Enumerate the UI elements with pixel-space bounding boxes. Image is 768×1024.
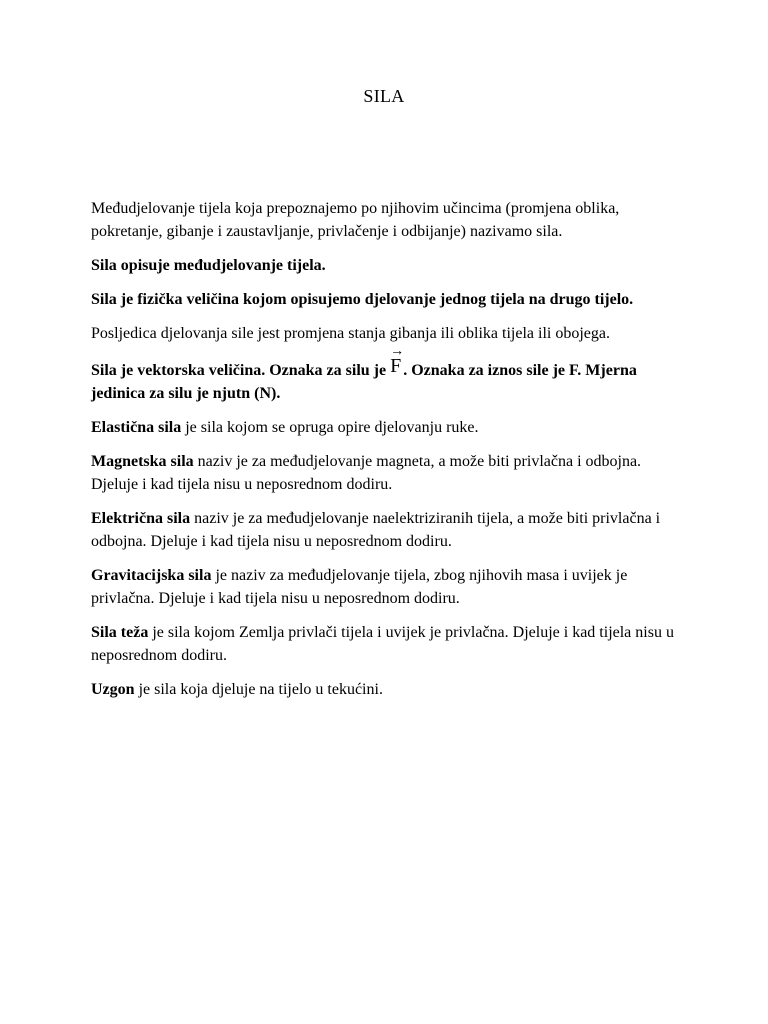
definition-item [91,507,681,553]
definition-term: Magnetska sila [91,453,194,470]
vector-arrow-icon: → [390,344,405,359]
definition-text: je naziv za međudjelovanje tijela, zbog njihovih masa i uvijek je privlačna. Djeluje i kad tijela nisu u neposrednom dodiru. [91,567,628,607]
definition-text: je sila kojom Zemlja privlači tijela i uvijek je privlačna. Djeluje i kad tijela nisu u neposrednom dodiru. [91,624,674,664]
paragraph-bold-statement: Sila opisuje međudjelovanje tijela. [91,257,326,274]
definition-item [91,678,681,701]
page-title: SILA [363,86,405,106]
definition-term: Elastična sila [91,419,182,436]
definition-item [91,416,681,439]
definition-item [91,564,681,610]
force-vector-symbol [390,344,405,377]
vector-text-before: Sila je vektorska veličina. Oznaka za silu je [91,362,387,379]
vector-text-after: . Oznaka za iznos sile je F. Mjerna jedinica za silu je njutn (N). [91,362,637,402]
definition-text: naziv je za međudjelovanje magneta, a može biti privlačna i odbojna. Djeluje i kad tijela nisu u neposrednom dodiru. [91,453,642,493]
definition-item [91,621,681,667]
definition-text: je sila kojom se opruga opire djelovanju ruke. [181,419,479,436]
paragraph-vector-notation [91,344,681,405]
definition-term: Sila teža [91,624,149,641]
document-body [91,197,681,712]
definition-text: naziv je za međudjelovanje naelektriziranih tijela, a može biti privlačna i odbojna. Djeluje i kad tijela nisu u neposrednom dodiru. [91,510,661,550]
paragraph-definition: Međudjelovanje tijela koja prepoznajemo po njihovim učincima (promjena oblika, pokretanje, gibanje i zaustavljanje, privlačenje i odbijanje) nazivamo sila. [91,200,620,240]
definition-item [91,450,681,496]
definition-term: Električna sila [91,510,191,527]
vector-letter: F [390,355,402,377]
definition-term: Gravitacijska sila [91,567,212,584]
definition-term: Uzgon [91,681,135,698]
paragraph-bold-physical-quantity: Sila je fizička veličina kojom opisujemo djelovanje jednog tijela na drugo tijelo. [91,291,634,308]
definition-text: je sila koja djeluje na tijelo u tekućini. [134,681,383,698]
paragraph-consequence: Posljedica djelovanja sile jest promjena stanja gibanja ili oblika tijela ili obojega. [91,325,610,342]
